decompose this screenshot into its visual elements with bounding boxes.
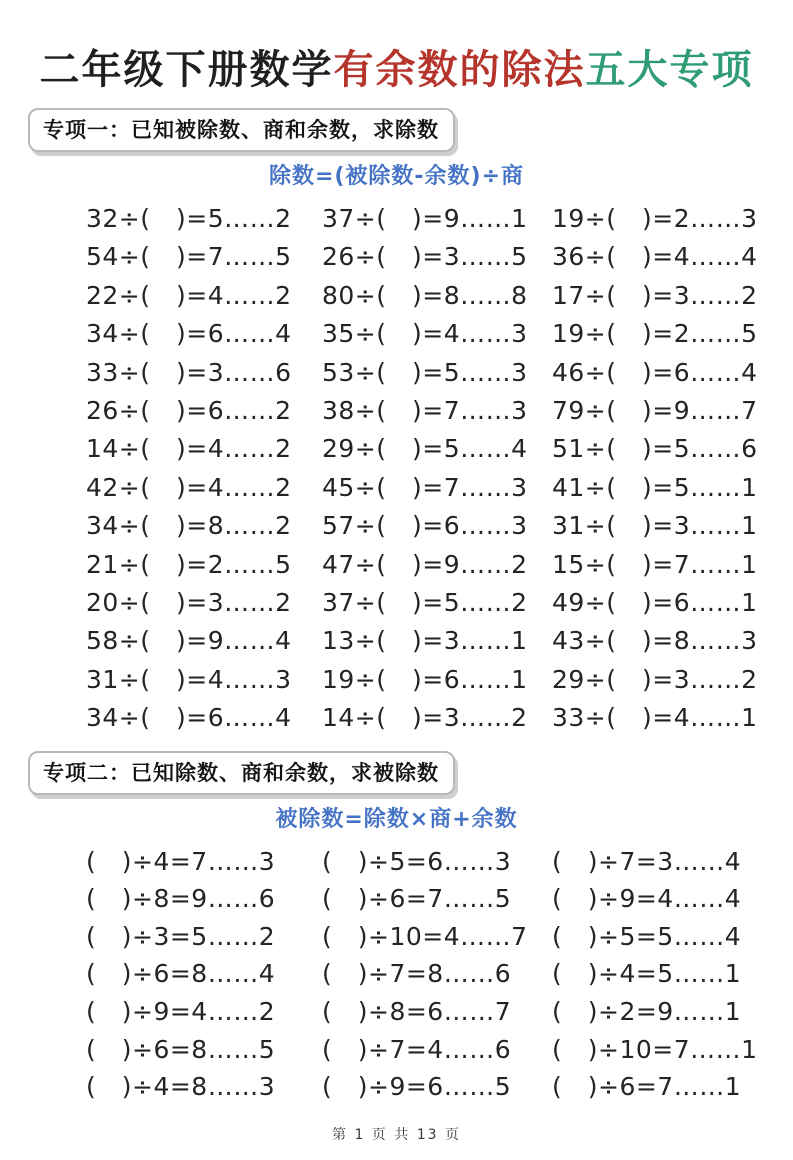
problem-item: 57÷( )=6……3 <box>322 511 528 541</box>
page-title <box>0 38 793 95</box>
section-2-formula: 被除数=除数×商+余数 <box>275 806 518 832</box>
title-segment-teal: 五大专项 <box>585 47 754 93</box>
problem-item: ( )÷10=7……1 <box>552 1034 758 1064</box>
problem-item: 41÷( )=5……1 <box>552 472 758 502</box>
problem-item: 42÷( )=4……2 <box>86 472 292 502</box>
problem-item: 29÷( )=5……4 <box>322 434 528 464</box>
section-1 <box>0 95 793 738</box>
problem-item: 35÷( )=4……3 <box>322 319 528 349</box>
problem-item: 37÷( )=9……1 <box>322 204 528 233</box>
problem-item: 49÷( )=6……1 <box>552 588 758 618</box>
title-segment-black: 二年级下册数学 <box>39 47 334 93</box>
problem-item: ( )÷4=5……1 <box>552 959 742 989</box>
problem-item: 34÷( )=6……4 <box>86 703 292 733</box>
problem-item: ( )÷5=5……4 <box>552 921 742 951</box>
problem-item: ( )÷10=4……7 <box>322 921 528 951</box>
problem-item: 79÷( )=9……7 <box>552 396 758 426</box>
problem-item: 47÷( )=9……2 <box>322 549 528 579</box>
problem-item: 29÷( )=3……2 <box>552 664 758 694</box>
problem-item: 37÷( )=5……2 <box>322 588 528 618</box>
problem-item: 19÷( )=6……1 <box>322 664 528 694</box>
problem-item: 80÷( )=8……8 <box>322 280 528 310</box>
problem-item: ( )÷4=8……3 <box>86 1072 276 1102</box>
problem-item: 58÷( )=9……4 <box>86 626 292 656</box>
problem-item: 36÷( )=4……4 <box>552 242 758 272</box>
problem-item: 33÷( )=4……1 <box>552 703 758 733</box>
section-1-problem-grid <box>86 200 757 738</box>
problem-item: ( )÷5=6……3 <box>322 846 512 876</box>
problem-item: 22÷( )=4……2 <box>86 280 292 310</box>
problem-item: ( )÷9=4……4 <box>552 884 742 914</box>
problem-item: 45÷( )=7……3 <box>322 472 528 502</box>
problem-item: ( )÷4=7……3 <box>86 846 276 876</box>
section-2-problem-grid <box>86 843 757 1106</box>
problem-item: ( )÷6=7……1 <box>552 1072 742 1102</box>
title-segment-red: 有余数的除法 <box>333 47 586 93</box>
problem-item: 53÷( )=5……3 <box>322 357 528 387</box>
problem-item: 20÷( )=3……2 <box>86 588 292 618</box>
problem-item: 32÷( )=5……2 <box>86 204 292 233</box>
problem-item: ( )÷6=8……5 <box>86 1034 276 1064</box>
problem-item: ( )÷7=8……6 <box>322 959 512 989</box>
problem-item: 34÷( )=8……2 <box>86 511 292 541</box>
problem-item: 26÷( )=3……5 <box>322 242 528 272</box>
problem-item: 46÷( )=6……4 <box>552 357 758 387</box>
problem-item: 13÷( )=3……1 <box>322 626 528 656</box>
section-1-header: 专项一：已知被除数、商和余数，求除数 <box>28 108 455 152</box>
problem-item: ( )÷9=4……2 <box>86 997 276 1027</box>
problem-item: 31÷( )=4……3 <box>86 664 292 694</box>
section-2 <box>0 738 793 1106</box>
problem-item: ( )÷8=9……6 <box>86 884 276 914</box>
problem-item: 14÷( )=3……2 <box>322 703 528 733</box>
problem-item: 33÷( )=3……6 <box>86 357 292 387</box>
section-2-header: 专项二：已知除数、商和余数，求被除数 <box>28 751 455 795</box>
problem-item: ( )÷2=9……1 <box>552 997 742 1027</box>
problem-item: ( )÷8=6……7 <box>322 997 512 1027</box>
problem-item: 26÷( )=6……2 <box>86 396 292 426</box>
problem-item: ( )÷6=8……4 <box>86 959 276 989</box>
problem-item: 19÷( )=2……3 <box>552 204 758 233</box>
problem-item: 19÷( )=2……5 <box>552 319 758 349</box>
problem-item: 43÷( )=8……3 <box>552 626 758 656</box>
problem-item: 51÷( )=5……6 <box>552 434 758 464</box>
problem-item: ( )÷9=6……5 <box>322 1072 512 1102</box>
page-number: 第 1 页 共 13 页 <box>332 1127 461 1143</box>
problem-item: 15÷( )=7……1 <box>552 549 758 579</box>
problem-item: ( )÷3=5……2 <box>86 921 276 951</box>
section-1-formula: 除数=(被除数-余数)÷商 <box>268 164 525 189</box>
problem-item: 14÷( )=4……2 <box>86 434 292 464</box>
problem-item: 34÷( )=6……4 <box>86 319 292 349</box>
problem-item: 31÷( )=3……1 <box>552 511 758 541</box>
problem-item: 17÷( )=3……2 <box>552 280 758 310</box>
problem-item: ( )÷7=4……6 <box>322 1034 512 1064</box>
problem-item: 38÷( )=7……3 <box>322 396 528 426</box>
problem-item: 21÷( )=2……5 <box>86 549 292 579</box>
problem-item: ( )÷6=7……5 <box>322 884 512 914</box>
problem-item: ( )÷7=3……4 <box>552 846 742 876</box>
problem-item: 54÷( )=7……5 <box>86 242 292 272</box>
